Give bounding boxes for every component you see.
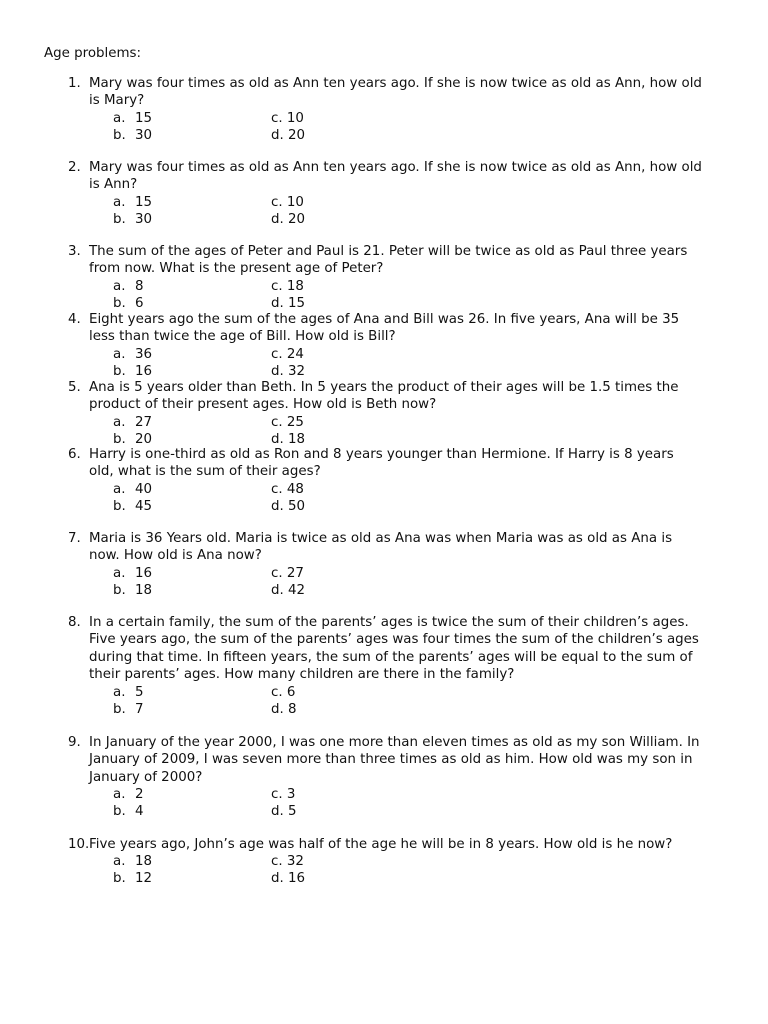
problem-question: [89, 311, 741, 346]
choice-row: [0, 194, 768, 211]
choice-a-letter: a.: [113, 279, 126, 294]
choice-c: c. 25: [271, 415, 304, 430]
choice-row: [0, 498, 768, 515]
choice-b-letter: b.: [113, 363, 126, 379]
choice-b: 7: [135, 701, 144, 717]
choice-row: [0, 346, 768, 363]
choice-row: [0, 786, 768, 803]
question-line: January of 2000?: [89, 769, 203, 785]
choice-row: [0, 278, 768, 295]
question-line: Ana is 5 years older than Beth. In 5 years the product of their ages will be 1.5 times the: [89, 380, 679, 395]
choice-a: 36: [135, 347, 153, 362]
choice-b: 6: [135, 295, 144, 311]
problem-question: [89, 530, 741, 565]
problem-question: [89, 446, 741, 481]
problem-question: [89, 379, 741, 414]
choice-a-letter: a.: [113, 854, 126, 869]
choice-c: c. 48: [271, 482, 304, 497]
choice-a: 27: [135, 415, 153, 430]
choice-a-letter: a.: [113, 787, 126, 802]
problem-question: [89, 75, 741, 110]
question-line: Maria is 36 Years old. Maria is twice as old as Ana was when Maria was as old as Ana is: [89, 531, 673, 546]
choice-a: 2: [135, 787, 144, 802]
choice-d: d. 18: [271, 431, 306, 447]
choice-b-letter: b.: [113, 870, 126, 886]
choice-a-letter: a.: [113, 195, 126, 210]
problem-question: [89, 243, 741, 278]
choice-d: d. 5: [271, 803, 297, 819]
choice-b: 30: [135, 127, 153, 143]
question-line: January of 2009, I was seven more than three times as old as him. How old was my son in: [89, 752, 693, 768]
problem-number: 3.: [68, 244, 81, 259]
problem-number: 2.: [68, 160, 81, 175]
question-line: their parents’ ages. How many children are there in the family?: [89, 667, 515, 683]
question-line: In January of the year 2000, I was one more than eleven times as old as my son William. In: [89, 735, 700, 750]
problem-question: [89, 836, 741, 853]
choice-row: [0, 414, 768, 431]
problem-number: 4.: [68, 312, 81, 327]
choice-row: [0, 582, 768, 599]
question-line: now. How old is Ana now?: [89, 548, 262, 564]
choice-c: c. 27: [271, 566, 304, 581]
question-line: Five years ago, John’s age was half of the age he will be in 8 years. How old is he now?: [89, 837, 673, 852]
choice-b-letter: b.: [113, 295, 126, 311]
choice-c: c. 32: [271, 854, 304, 869]
choice-row: [0, 803, 768, 820]
choice-d: d. 8: [271, 701, 297, 717]
choice-d: d. 50: [271, 498, 306, 514]
choice-a: 16: [135, 566, 153, 581]
choice-row: [0, 295, 768, 312]
choice-d: d. 20: [271, 127, 306, 143]
question-line: is Mary?: [89, 93, 145, 109]
choice-row: [0, 127, 768, 144]
question-line: Five years ago, the sum of the parents’ ages was four times the sum of the children’s ages: [89, 632, 699, 648]
choice-d: d. 15: [271, 295, 306, 311]
choice-b-letter: b.: [113, 498, 126, 514]
question-line: Mary was four times as old as Ann ten years ago. If she is now twice as old as Ann, how old: [89, 160, 702, 175]
choice-b: 20: [135, 431, 153, 447]
choice-row: [0, 110, 768, 127]
choice-d: d. 32: [271, 363, 306, 379]
choice-a: 5: [135, 685, 144, 700]
choice-row: [0, 870, 768, 887]
choice-d: d. 20: [271, 211, 306, 227]
question-line: Mary was four times as old as Ann ten years ago. If she is now twice as old as Ann, how old: [89, 76, 702, 91]
problem-number: 1.: [68, 76, 81, 91]
choice-row: [0, 481, 768, 498]
problem-number: 6.: [68, 447, 81, 462]
question-line: Eight years ago the sum of the ages of Ana and Bill was 26. In five years, Ana will be 35: [89, 312, 680, 327]
choice-c: c. 10: [271, 195, 304, 210]
choice-a: 15: [135, 195, 153, 210]
choice-b-letter: b.: [113, 803, 126, 819]
problem-question: [89, 614, 741, 684]
problem-number: 9.: [68, 735, 81, 750]
choice-a: 15: [135, 111, 153, 126]
question-line: old, what is the sum of their ages?: [89, 464, 321, 480]
choice-c: c. 10: [271, 111, 304, 126]
choice-row: [0, 701, 768, 718]
choice-b: 12: [135, 870, 153, 886]
choice-a: 40: [135, 482, 153, 497]
choice-a-letter: a.: [113, 685, 126, 700]
choice-c: c. 3: [271, 787, 296, 802]
problem-number: 7.: [68, 531, 81, 546]
choice-c: c. 24: [271, 347, 304, 362]
problem-number: 10.: [68, 837, 90, 852]
choice-c: c. 18: [271, 279, 304, 294]
choice-row: [0, 211, 768, 228]
question-line: Harry is one-third as old as Ron and 8 years younger than Hermione. If Harry is 8 years: [89, 447, 674, 462]
problem-number: 5.: [68, 380, 81, 395]
choice-a-letter: a.: [113, 566, 126, 581]
question-line: product of their present ages. How old is Beth now?: [89, 397, 437, 413]
choice-row: [0, 363, 768, 380]
choice-b-letter: b.: [113, 211, 126, 227]
problem-number: 8.: [68, 615, 81, 630]
choice-a-letter: a.: [113, 347, 126, 362]
question-line: is Ann?: [89, 177, 138, 193]
choice-b-letter: b.: [113, 701, 126, 717]
choice-b: 18: [135, 582, 153, 598]
choice-b-letter: b.: [113, 127, 126, 143]
problem-question: [89, 159, 741, 194]
choice-a: 8: [135, 279, 144, 294]
choice-d: d. 16: [271, 870, 306, 886]
choice-d: d. 42: [271, 582, 306, 598]
question-line: The sum of the ages of Peter and Paul is 21. Peter will be twice as old as Paul three years: [89, 244, 688, 259]
choice-a-letter: a.: [113, 111, 126, 126]
question-line: In a certain family, the sum of the parents’ ages is twice the sum of their children’s ages.: [89, 615, 689, 630]
page-heading: Age problems:: [44, 46, 142, 61]
choice-b: 4: [135, 803, 144, 819]
choice-b: 16: [135, 363, 153, 379]
choice-b: 45: [135, 498, 153, 514]
choice-a: 18: [135, 854, 153, 869]
choice-b-letter: b.: [113, 582, 126, 598]
choice-row: [0, 853, 768, 870]
choice-row: [0, 684, 768, 701]
choice-a-letter: a.: [113, 415, 126, 430]
problem-question: [89, 734, 741, 786]
choice-a-letter: a.: [113, 482, 126, 497]
choice-b-letter: b.: [113, 431, 126, 447]
question-line: from now. What is the present age of Peter?: [89, 261, 384, 277]
choice-b: 30: [135, 211, 153, 227]
question-line: less than twice the age of Bill. How old is Bill?: [89, 329, 396, 345]
choice-row: [0, 565, 768, 582]
choice-c: c. 6: [271, 685, 296, 700]
question-line: during that time. In fifteen years, the sum of the parents’ ages will be equal to the sum of: [89, 649, 693, 665]
